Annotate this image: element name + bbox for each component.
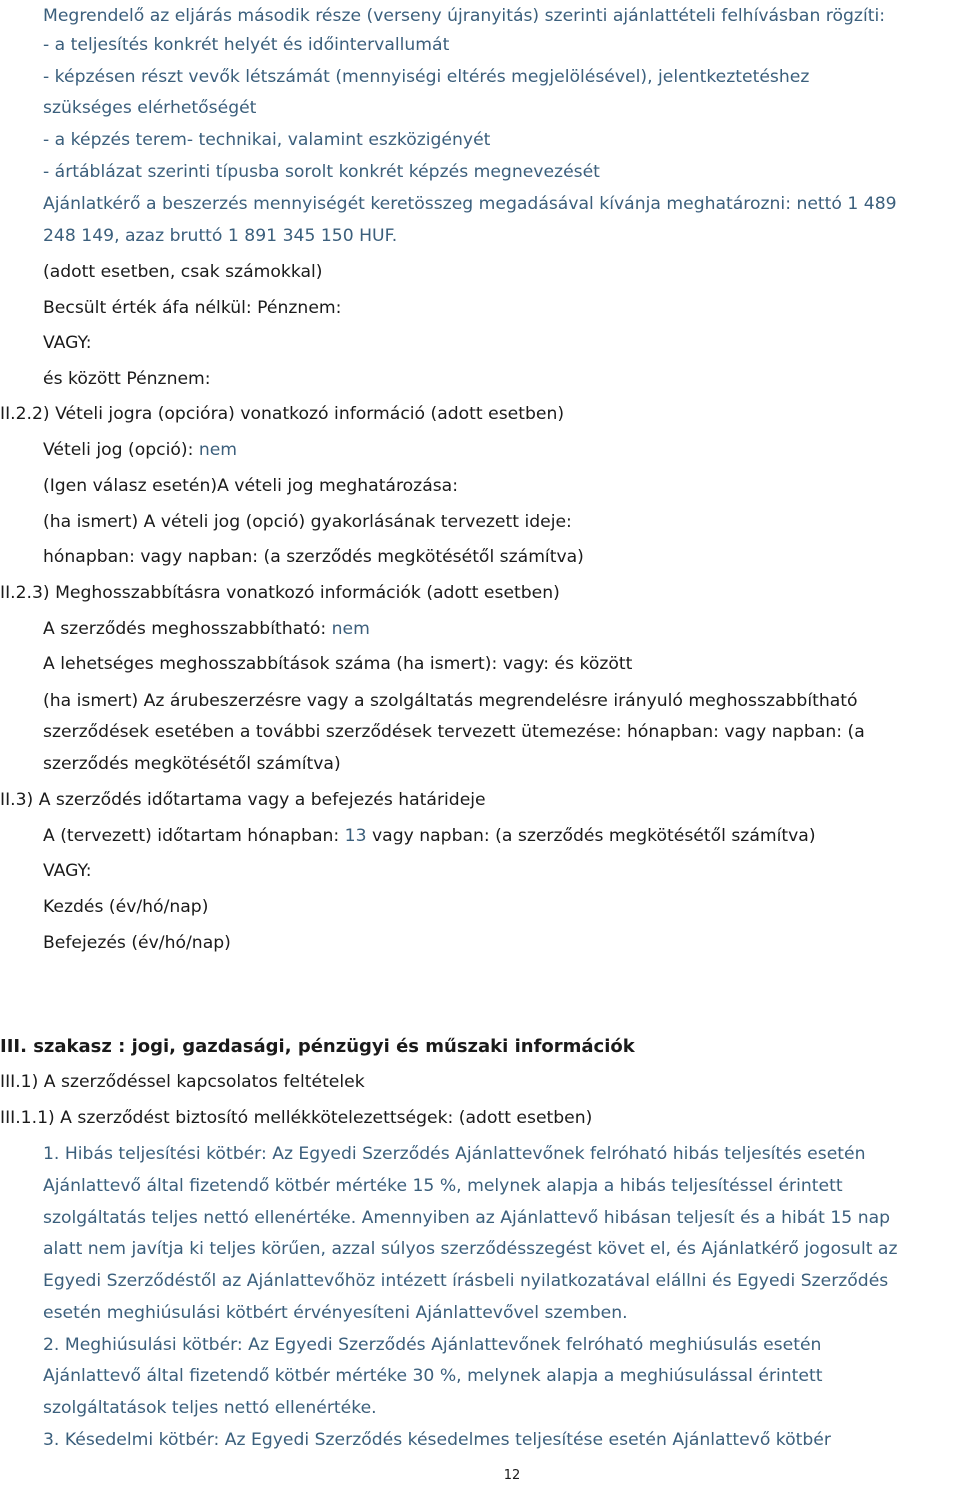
option-label: Vételi jog (opció): [43,440,199,460]
text-line: 3. Késedelmi kötbér: Az Egyedi Szerződés késedelmes teljesítése esetén Ajánlattevő kötbér [43,1430,831,1450]
text-line: 1. Hibás teljesítési kötbér: Az Egyedi Szerződés Ajánlattevőnek felróható hibás teljesítés esetén [43,1144,866,1164]
section-heading-ii-3: II.3) A szerződés időtartama vagy a befejezés határideje [0,790,486,810]
text-line: Egyedi Szerződéstől az Ajánlattevőhöz intézett írásbeli nyilatkozatával elállni és Egyedi Szerződés [43,1271,889,1291]
text-line: Ajánlattevő által fizetendő kötbér mértéke 30 %, melynek alapja a meghiúsulással érintett [43,1366,823,1386]
duration-label: A (tervezett) időtartam hónapban: [43,826,345,846]
text-line: (ha ismert) A vételi jog (opció) gyakorlásának tervezett ideje: [43,512,572,532]
text-line: szolgáltatások teljes nettó ellenértéke. [43,1398,377,1418]
extension-value: nem [331,619,370,639]
text-line: és között Pénznem: [43,369,211,389]
section-heading-ii-2-3: II.2.3) Meghosszabbításra vonatkozó információk (adott esetben) [0,583,560,603]
text-line: - ártáblázat szerinti típusba sorolt konkrét képzés megnevezését [43,162,600,182]
text-line: (Igen válasz esetén)A vételi jog meghatározása: [43,476,459,496]
text-line: VAGY: [43,333,92,353]
option-value: nem [198,440,238,460]
text-line: alatt nem javítja ki teljes körűen, azzal súlyos szerződésszegést követ el, és Ajánlatkérő jogosult az [43,1239,898,1259]
text-line: - a teljesítés konkrét helyét és időintervallumát [43,35,450,55]
text-line: Befejezés (év/hó/nap) [43,933,231,953]
text-line: hónapban: vagy napban: (a szerződés megkötésétől számítva) [43,547,584,567]
text-line: Ajánlatkérő a beszerzés mennyiségét keretösszeg megadásával kívánja meghatározni: nettó 1 489 [43,194,897,214]
text-line: - a képzés terem- technikai, valamint eszközigényét [43,130,491,150]
duration-line [43,820,955,852]
text-line: Ajánlattevő által fizetendő kötbér mértéke 15 %, melynek alapja a hibás teljesítéssel érintett [43,1176,843,1196]
text-line: (adott esetben, csak számokkal) [43,262,323,282]
page-number: 12 [503,1468,521,1483]
section-heading-iii-1-1: III.1.1) A szerződést biztosító mellékkötelezettségek: (adott esetben) [0,1108,593,1128]
text-line: Megrendelő az eljárás második része (verseny újranyitás) szerinti ajánlattételi felhívásban rögzíti: [43,6,886,26]
text-line: A lehetséges meghosszabbítások száma (ha ismert): vagy: és között [43,654,633,674]
text-line: Kezdés (év/hó/nap) [43,897,209,917]
duration-suffix: vagy napban: (a szerződés megkötésétől számítva) [366,826,816,846]
text-line: VAGY: [43,861,92,881]
text-line: esetén meghiúsulási kötbért érvényesíteni Ajánlattevővel szemben. [43,1303,628,1323]
text-line: - képzésen részt vevők létszámát (mennyiségi eltérés megjelölésével), jelentkeztetéshez [43,67,810,87]
text-line: 2. Meghiúsulási kötbér: Az Egyedi Szerződés Ajánlattevőnek felróható meghiúsulás esetén [43,1335,822,1355]
text-line: szolgáltatás teljes nettó ellenértéke. Amennyiben az Ajánlattevő hibásan teljesít és a hibát 15 nap [43,1208,891,1228]
section-heading-iii-1: III.1) A szerződéssel kapcsolatos feltételek [0,1072,365,1092]
section-title-iii: III. szakasz : jogi, gazdasági, pénzügyi és műszaki információk [0,1036,635,1057]
text-line: Becsült érték áfa nélkül: Pénznem: [43,298,342,318]
text-line: szerződés megkötésétől számítva) [43,754,341,774]
extension-label: A szerződés meghosszabbítható: [43,619,332,639]
duration-value: 13 [344,826,367,846]
text-line: szerződések esetében a további szerződések tervezett ütemezése: hónapban: vagy napban: (a [43,722,865,742]
extension-line [43,613,955,645]
option-line [43,434,955,466]
text-line: 248 149, azaz bruttó 1 891 345 150 HUF. [43,226,398,246]
text-line: szükséges elérhetőségét [43,98,257,118]
section-heading-ii-2-2: II.2.2) Vételi jogra (opcióra) vonatkozó információ (adott esetben) [0,404,565,424]
text-line: (ha ismert) Az árubeszerzésre vagy a szolgáltatás megrendelésre irányuló meghosszabbítható [43,691,858,711]
